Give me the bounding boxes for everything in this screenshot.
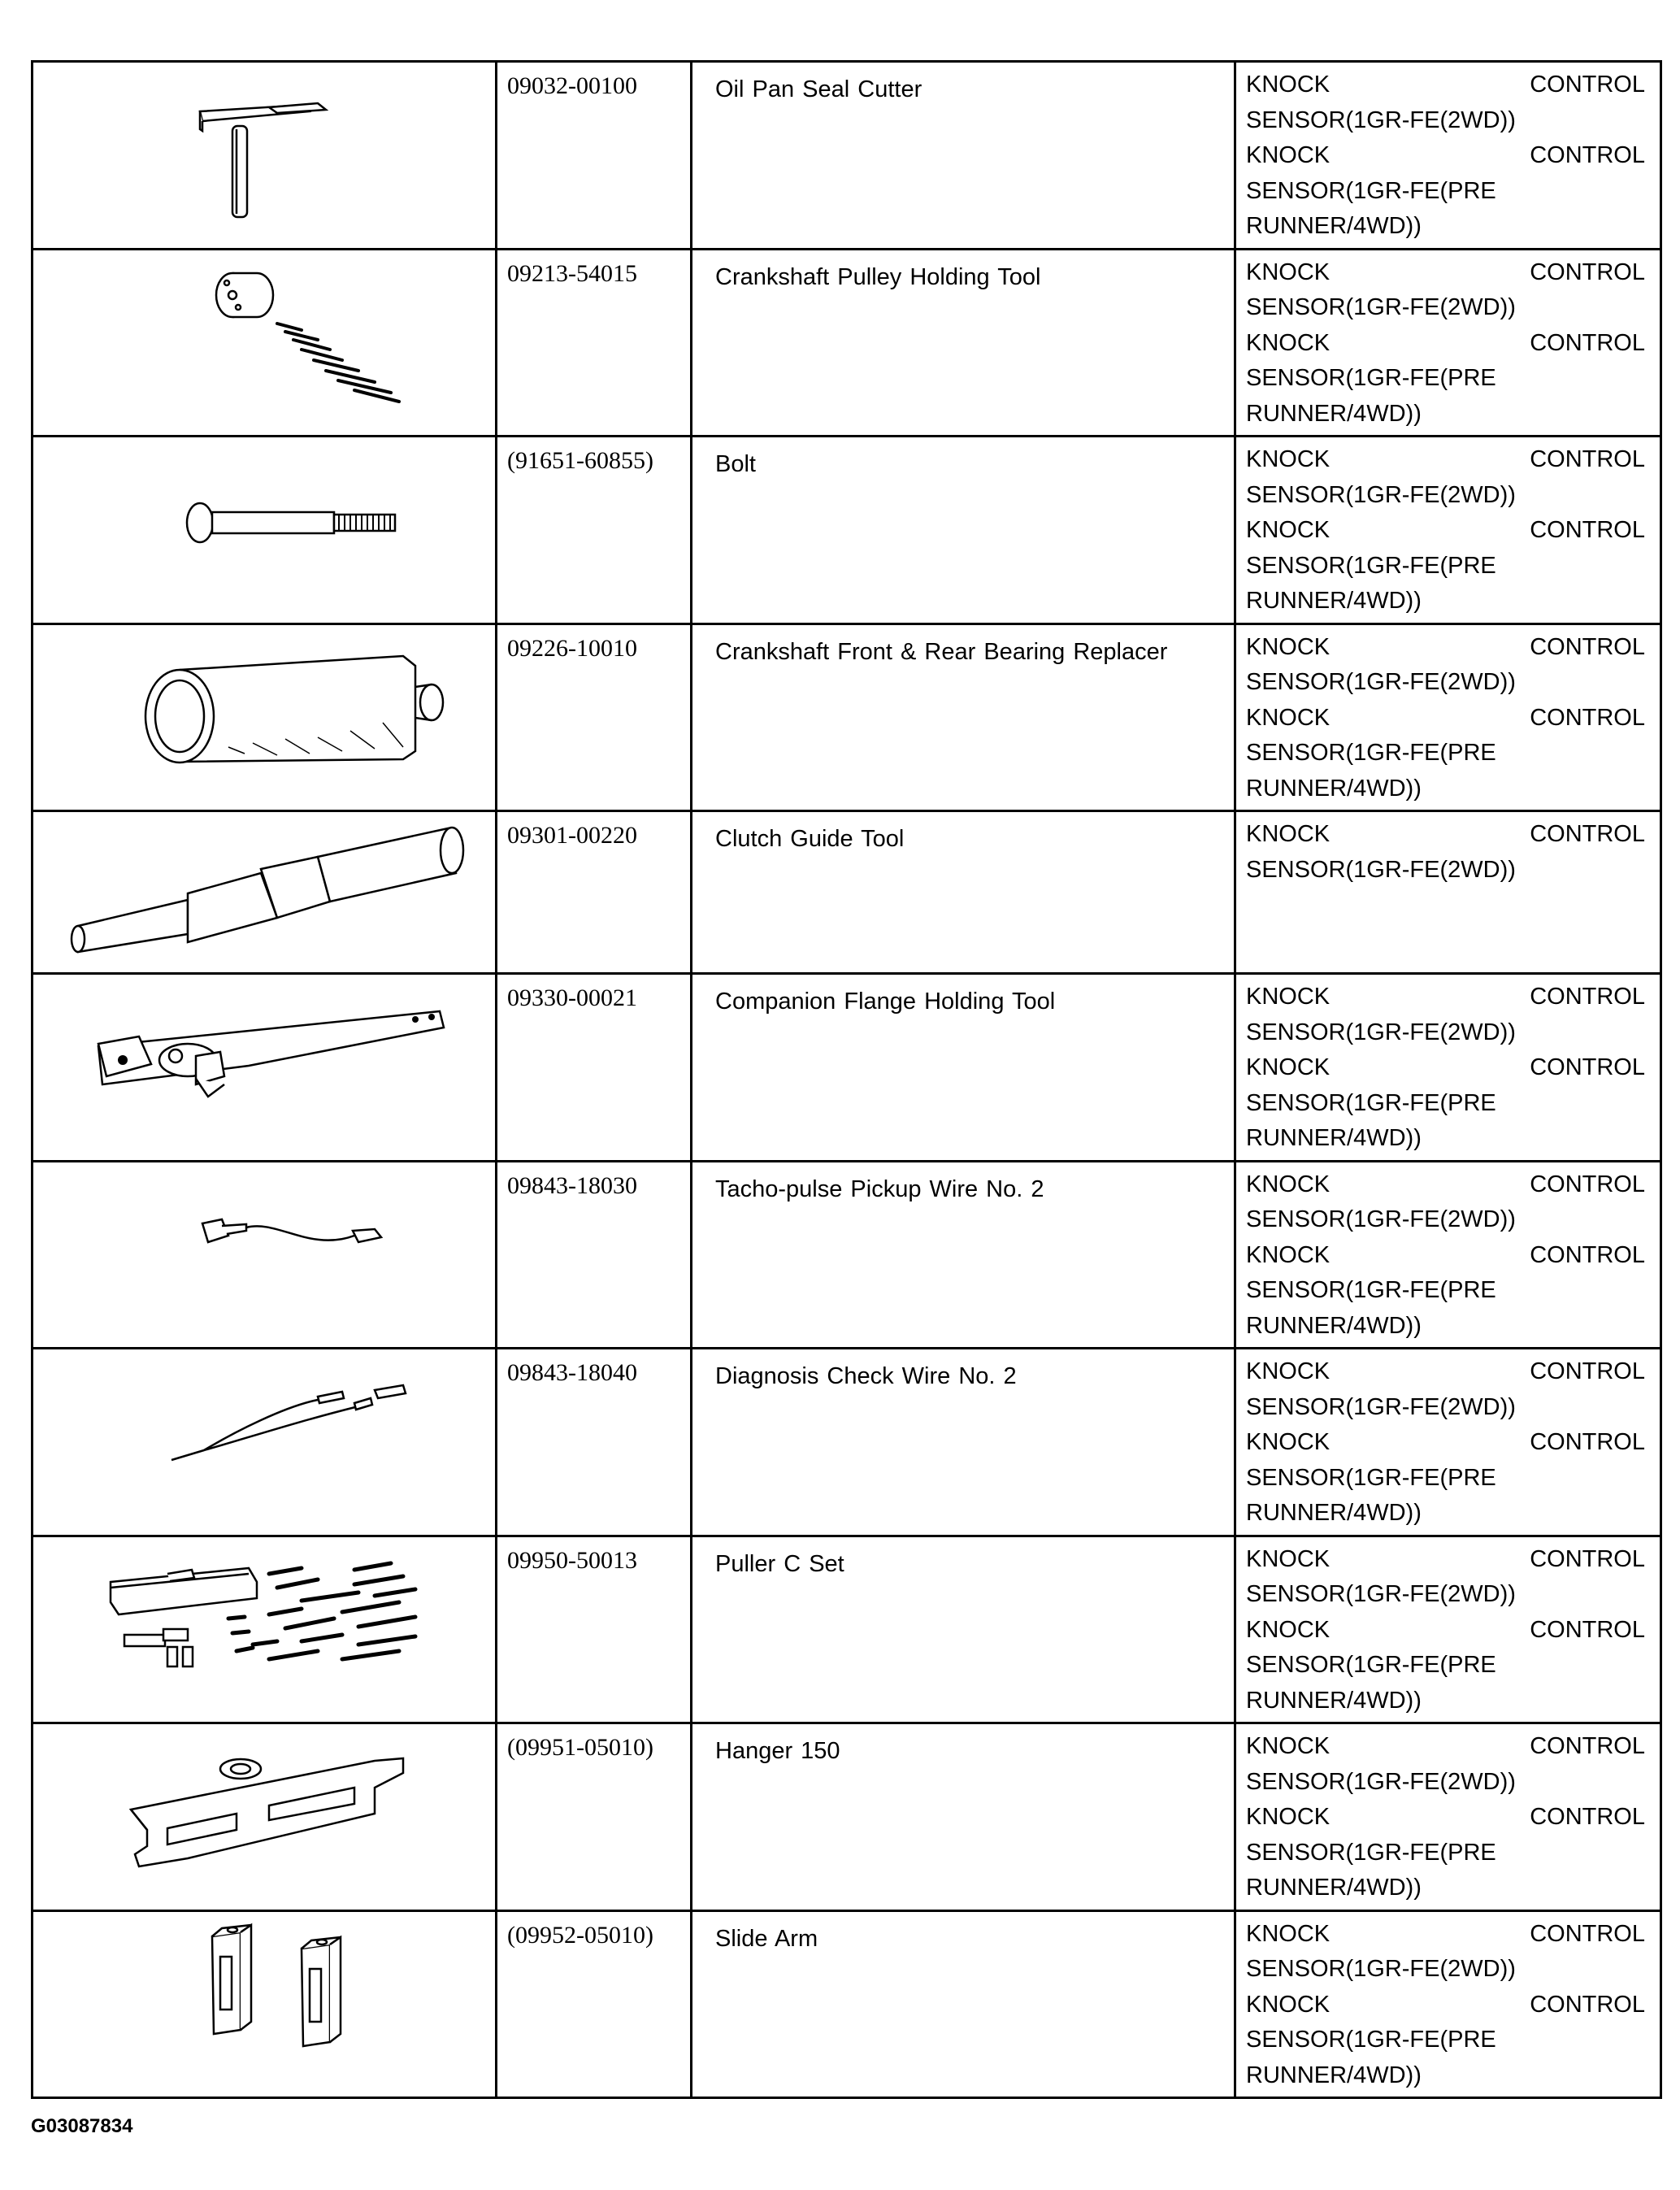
app-text: KNOCK (1246, 704, 1331, 731)
slide-arm-icon (33, 1912, 495, 2097)
app-text: SENSOR(1GR-FE(2WD)) (1246, 1956, 1516, 1982)
application-list (1236, 1912, 1660, 2097)
app-text: SENSOR(1GR-FE(PRE (1246, 1464, 1496, 1491)
tool-name: Tacho-pulse Pickup Wire No. 2 (715, 1175, 1044, 1202)
companion-flange-holding-tool-icon (33, 975, 495, 1162)
part-number: 09950-50013 (507, 1546, 637, 1574)
app-text: SENSOR(1GR-FE(PRE (1246, 740, 1496, 766)
table-row (33, 1349, 1661, 1536)
app-text: SENSOR(1GR-FE(2WD)) (1246, 1206, 1516, 1232)
tool-name: Companion Flange Holding Tool (715, 989, 1056, 1015)
app-text: SENSOR(1GR-FE(PRE (1246, 1652, 1496, 1678)
application-list (1236, 250, 1660, 436)
app-text: CONTROL (1530, 633, 1645, 660)
app-text: KNOCK (1246, 517, 1331, 543)
table-row (33, 974, 1661, 1162)
table-row (33, 624, 1661, 811)
part-number: (91651-60855) (507, 447, 653, 474)
part-number: 09843-18040 (507, 1359, 637, 1386)
oil-pan-seal-cutter-icon (33, 63, 495, 250)
app-text: SENSOR(1GR-FE(PRE (1246, 365, 1496, 391)
app-text: CONTROL (1530, 1616, 1645, 1643)
app-text: SENSOR(1GR-FE(2WD)) (1246, 1581, 1516, 1607)
application-list (1236, 625, 1660, 810)
app-text: RUNNER/4WD)) (1246, 1500, 1422, 1526)
app-text: CONTROL (1530, 1545, 1645, 1572)
app-text: CONTROL (1530, 821, 1645, 847)
table-row (33, 1910, 1661, 2098)
app-text: SENSOR(1GR-FE(2WD)) (1246, 1019, 1516, 1045)
bearing-replacer-icon (33, 625, 495, 812)
app-text: KNOCK (1246, 1616, 1331, 1643)
hanger-150-icon (33, 1724, 495, 1911)
app-text: CONTROL (1530, 1241, 1645, 1268)
tool-name: Crankshaft Pulley Holding Tool (715, 263, 1041, 290)
app-text: KNOCK (1246, 446, 1331, 472)
app-text: CONTROL (1530, 446, 1645, 472)
clutch-guide-tool-icon (33, 812, 495, 975)
app-text: RUNNER/4WD)) (1246, 588, 1422, 614)
tool-name: Clutch Guide Tool (715, 826, 905, 852)
tacho-pulse-pickup-wire-icon (33, 1162, 495, 1349)
part-number: 09843-18030 (507, 1171, 637, 1199)
app-text: KNOCK (1246, 1171, 1331, 1197)
app-text: KNOCK (1246, 633, 1331, 660)
app-text: SENSOR(1GR-FE(2WD)) (1246, 106, 1516, 133)
app-text: RUNNER/4WD)) (1246, 1312, 1422, 1339)
table-row (33, 62, 1661, 250)
application-list (1236, 1724, 1660, 1910)
app-text: SENSOR(1GR-FE(2WD)) (1246, 1393, 1516, 1420)
app-text: SENSOR(1GR-FE(2WD)) (1246, 481, 1516, 508)
tool-name: Crankshaft Front & Rear Bearing Replacer (715, 638, 1168, 665)
app-text: CONTROL (1530, 1733, 1645, 1759)
app-text: SENSOR(1GR-FE(2WD)) (1246, 856, 1516, 883)
app-text: KNOCK (1246, 1358, 1331, 1384)
app-text: KNOCK (1246, 329, 1331, 356)
tool-name: Oil Pan Seal Cutter (715, 76, 922, 102)
app-text: RUNNER/4WD)) (1246, 1875, 1422, 1901)
app-text: SENSOR(1GR-FE(PRE (1246, 552, 1496, 579)
app-text: RUNNER/4WD)) (1246, 2062, 1422, 2088)
app-text: CONTROL (1530, 1804, 1645, 1830)
app-text: CONTROL (1530, 517, 1645, 543)
app-text: CONTROL (1530, 1429, 1645, 1455)
app-text: KNOCK (1246, 821, 1331, 847)
app-text: RUNNER/4WD)) (1246, 775, 1422, 802)
table-row (33, 249, 1661, 437)
app-text: KNOCK (1246, 1054, 1331, 1080)
app-text: SENSOR(1GR-FE(2WD)) (1246, 294, 1516, 320)
app-text: RUNNER/4WD)) (1246, 1687, 1422, 1714)
app-text: KNOCK (1246, 1545, 1331, 1572)
table-row (33, 1723, 1661, 1911)
puller-c-set-icon (33, 1537, 495, 1724)
app-text: RUNNER/4WD)) (1246, 213, 1422, 239)
part-number: (09952-05010) (507, 1921, 653, 1949)
app-text: SENSOR(1GR-FE(PRE (1246, 177, 1496, 204)
part-number: 09226-10010 (507, 634, 637, 662)
app-text: CONTROL (1530, 72, 1645, 98)
figure-code: G03087834 (31, 2115, 133, 2137)
tool-name: Bolt (715, 451, 756, 477)
app-text: SENSOR(1GR-FE(2WD)) (1246, 1768, 1516, 1795)
application-list (1236, 63, 1660, 248)
application-list (1236, 1162, 1660, 1348)
crankshaft-pulley-holding-tool-icon (33, 250, 495, 437)
app-text: KNOCK (1246, 1429, 1331, 1455)
table-row (33, 811, 1661, 974)
app-text: KNOCK (1246, 1920, 1331, 1947)
app-text: CONTROL (1530, 1171, 1645, 1197)
app-text: KNOCK (1246, 142, 1331, 168)
part-number: (09951-05010) (507, 1734, 653, 1761)
part-number: 09330-00021 (507, 984, 637, 1011)
app-text: SENSOR(1GR-FE(2WD)) (1246, 669, 1516, 695)
app-text: RUNNER/4WD)) (1246, 1125, 1422, 1151)
app-text: KNOCK (1246, 1804, 1331, 1830)
app-text: CONTROL (1530, 142, 1645, 168)
tool-name: Hanger 150 (715, 1738, 840, 1764)
app-text: CONTROL (1530, 984, 1645, 1010)
part-number: 09301-00220 (507, 822, 637, 849)
app-text: RUNNER/4WD)) (1246, 400, 1422, 427)
app-text: CONTROL (1530, 1991, 1645, 2018)
app-text: KNOCK (1246, 1241, 1331, 1268)
tool-name: Slide Arm (715, 1925, 818, 1952)
part-number: 09213-54015 (507, 259, 637, 287)
app-text: CONTROL (1530, 1920, 1645, 1947)
table-row (33, 437, 1661, 624)
app-text: CONTROL (1530, 1358, 1645, 1384)
tool-illustration-cell (33, 62, 497, 250)
application-list (1236, 975, 1660, 1160)
application-list (1236, 437, 1660, 623)
part-number: 09032-00100 (507, 72, 637, 99)
app-text: CONTROL (1530, 1054, 1645, 1080)
app-text: KNOCK (1246, 72, 1331, 98)
tool-name: Puller C Set (715, 1550, 844, 1577)
table-row (33, 1536, 1661, 1723)
tool-name: Diagnosis Check Wire No. 2 (715, 1363, 1017, 1389)
app-text: SENSOR(1GR-FE(PRE (1246, 1839, 1496, 1866)
application-list (1236, 1537, 1660, 1723)
app-text: KNOCK (1246, 259, 1331, 285)
application-list (1236, 1349, 1660, 1535)
app-text: KNOCK (1246, 1991, 1331, 2018)
app-text: KNOCK (1246, 1733, 1331, 1759)
special-tools-table (31, 60, 1662, 2099)
application-list (1236, 812, 1660, 891)
app-text: CONTROL (1530, 704, 1645, 731)
app-text: SENSOR(1GR-FE(PRE (1246, 2027, 1496, 2053)
app-text: SENSOR(1GR-FE(PRE (1246, 1089, 1496, 1116)
diagnosis-check-wire-icon (33, 1349, 495, 1536)
app-text: KNOCK (1246, 984, 1331, 1010)
app-text: CONTROL (1530, 259, 1645, 285)
app-text: SENSOR(1GR-FE(PRE (1246, 1277, 1496, 1303)
table-row (33, 1161, 1661, 1349)
app-text: CONTROL (1530, 329, 1645, 356)
bolt-icon (33, 437, 495, 624)
